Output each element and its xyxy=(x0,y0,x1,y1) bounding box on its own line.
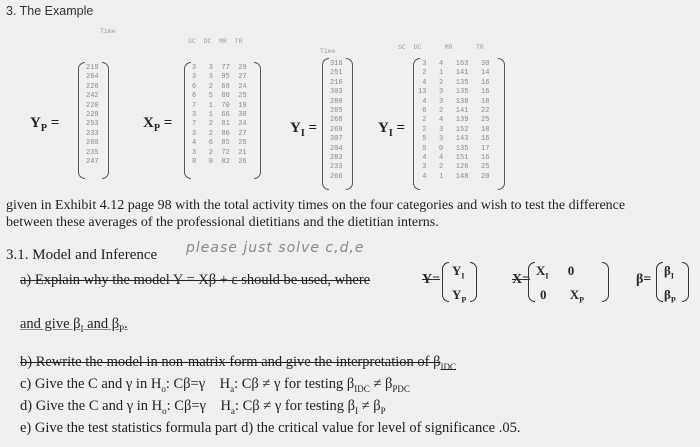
vec-b-right-paren xyxy=(682,262,689,302)
yi-right-bracket xyxy=(346,58,353,190)
mat-x-left-paren xyxy=(528,262,535,302)
time-header-left: Time xyxy=(100,28,116,35)
xp-right-bracket xyxy=(254,62,261,179)
section-title: 3.1. Model and Inference xyxy=(6,247,158,263)
vec-y-left-paren xyxy=(442,262,449,302)
handwritten-note: please just solve c,d,e xyxy=(186,240,365,256)
time-header-right: Time xyxy=(320,48,336,55)
vec-b: $\beta_I$ $\beta_P$ xyxy=(664,263,676,305)
yp-left-bracket xyxy=(78,62,85,179)
xp-left-bracket xyxy=(184,62,191,179)
xp-label: $X_P$ = xyxy=(143,115,173,134)
mat-x-right-paren xyxy=(602,262,609,302)
item-a-beta-eq: β= xyxy=(636,272,652,287)
xi-label: $Y_I$ = xyxy=(378,120,406,139)
item-c: c) Give the C and γ in $H_o$: Cβ=γ $H_a$: Cβ ≠ γ for testing $\beta_{IDC} \ne \beta_{PDC}$ xyxy=(20,376,410,394)
yp-right-bracket xyxy=(102,62,109,179)
columns-header-left: SC DC MR TR xyxy=(188,38,243,45)
xi-rows: 3 4 163 30 2 1 141 14 4 2 135 16 13 3 135 16 4 3 138 18 6 2 141 22 2 4 139 25 2 3 152 18 5 3 143 16 5 0 135 17 4 4 151 16 3 2 126 25 4 1 148 20 xyxy=(418,60,490,181)
item-d: d) Give the C and γ in $H_o$: Cβ=γ $H_a$: Cβ ≠ γ for testing $\beta_I \ne \beta_P$ xyxy=(20,398,386,416)
vec-y-right-paren xyxy=(470,262,477,302)
vec-b-left-paren xyxy=(656,262,663,302)
columns-header-right: SC DC MR TR xyxy=(398,44,484,51)
intro-line-1: given in Exhibit 4.12 page 98 with the total activity times on the four categories and wish to test the difference xyxy=(6,198,626,213)
xi-right-bracket xyxy=(498,58,505,190)
item-a-continuation: and give $\beta_I$ and $\beta_P$. xyxy=(20,316,128,334)
xp-rows: 3 3 77 29 3 3 95 27 6 2 68 24 6 5 80 25 7 1 70 19 3 1 66 30 7 2 81 24 3 2 86 27 4 6 85 25 3 2 72 21 8 0 82 26 xyxy=(192,64,247,167)
yi-label: $Y_I$ = xyxy=(290,120,318,139)
item-e: e) Give the test statistics formula part d) the critical value for level of significance .05. xyxy=(20,420,521,436)
yp-label: $Y_P$ = xyxy=(30,115,60,134)
section-heading: 3. The Example xyxy=(6,4,94,18)
mat-x: $X_I$ 0 0 $X_P$ xyxy=(536,263,585,305)
intro-line-2: between these averages of the professional dietitians and the dietitian interns. xyxy=(6,215,439,230)
vec-y: $Y_I$ $Y_P$ xyxy=(452,263,467,305)
yp-values: 219 264 226 242 220 229 253 233 260 235 247 xyxy=(86,64,99,167)
item-b: b) Rewrite the model in non-matrix form and give the interpretation of $\beta_{IDC}$ xyxy=(20,354,457,372)
yi-values: 316 251 216 303 280 285 268 269 307 204 283 233 266 xyxy=(330,60,343,181)
item-a: a) Explain why the model Y = Xβ + ε should be used, where xyxy=(20,272,371,288)
item-a-y-eq: Y= xyxy=(422,272,441,287)
item-a-x-eq: X= xyxy=(512,272,531,287)
yi-left-bracket xyxy=(322,58,329,190)
